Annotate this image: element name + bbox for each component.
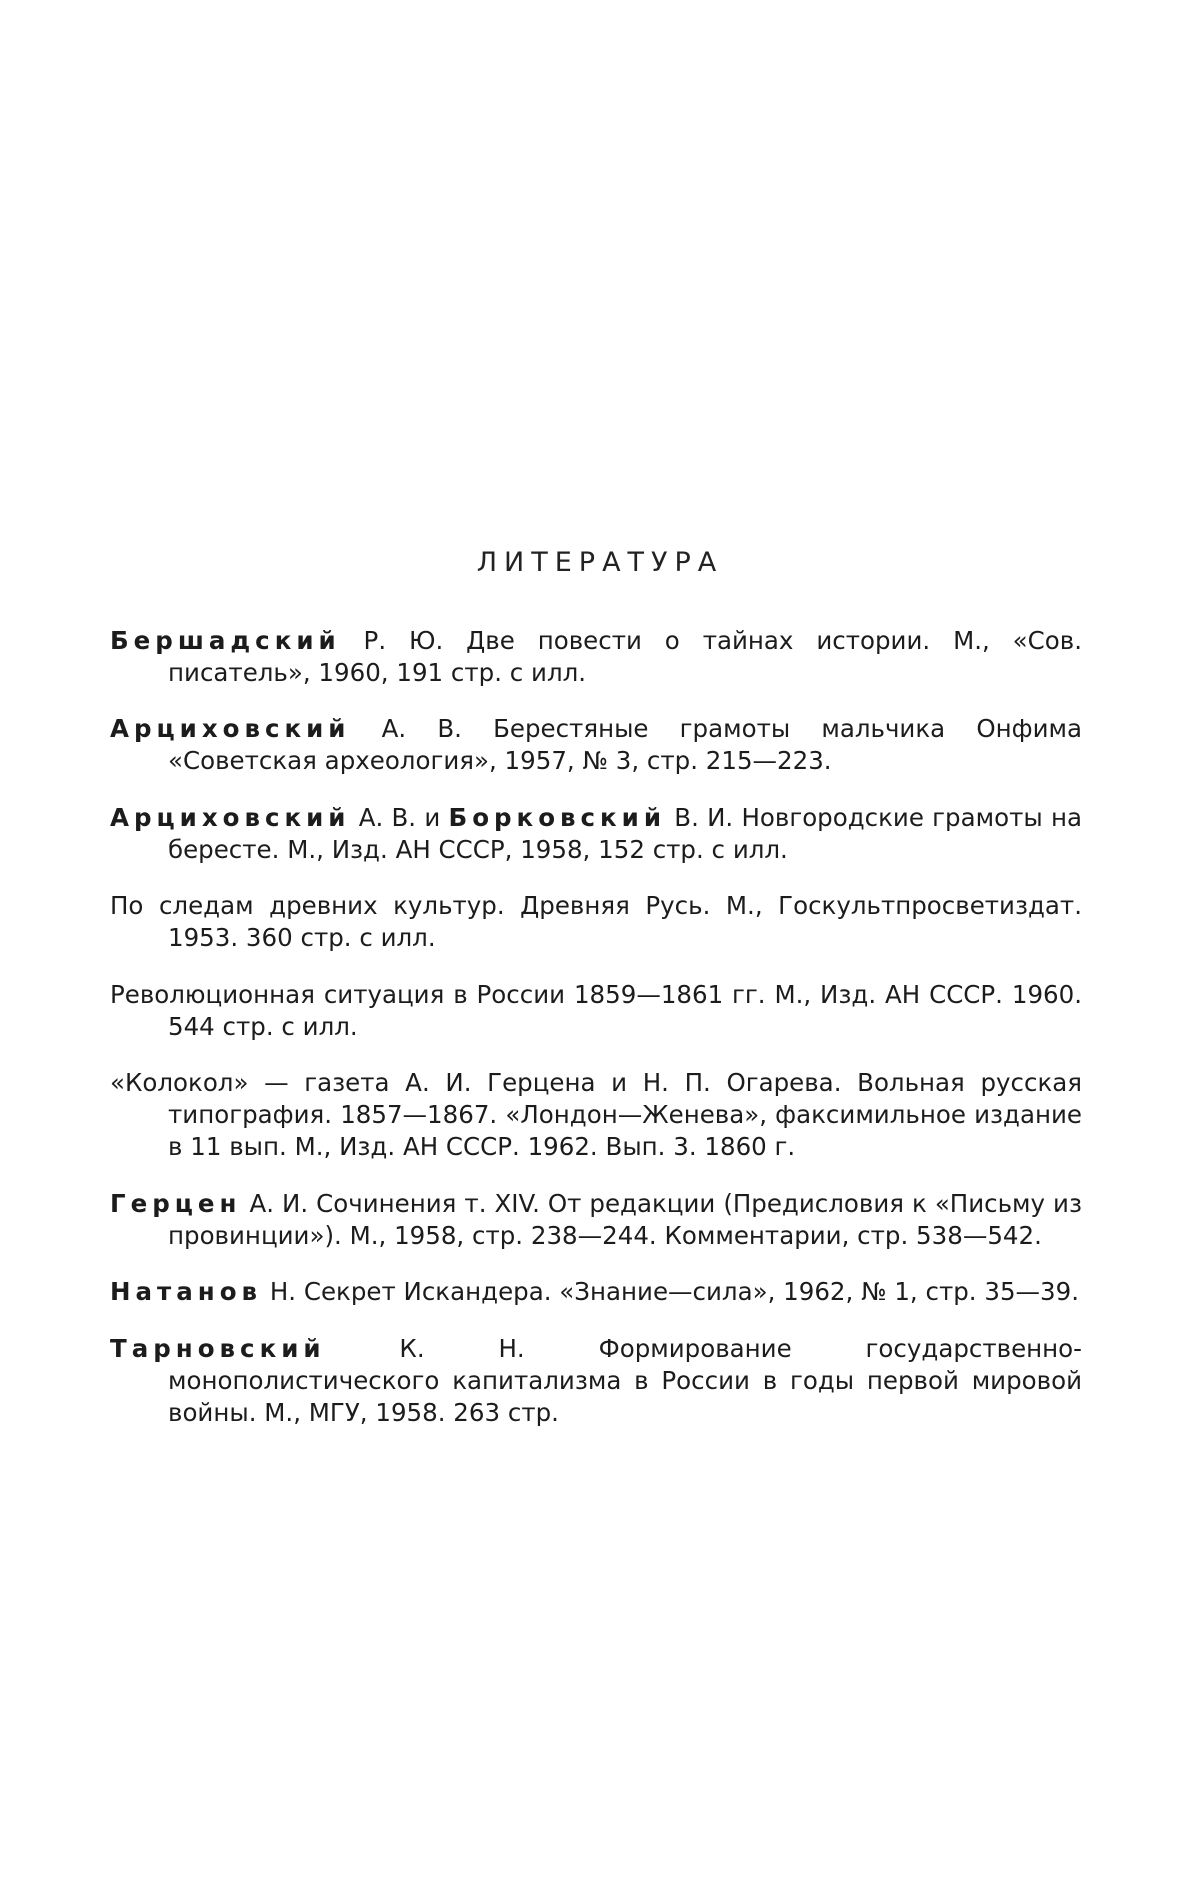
entry-conjunction: и — [416, 802, 449, 832]
entry-text: Сочинения т. XIV. От редакции (Предисловия к «Письму из провинции»). М., 1958, стр. 238—244. Комментарии, стр. 538—542. — [168, 1188, 1082, 1250]
entry-coauthor: Борковский — [448, 802, 667, 832]
entry-text: Новгородские грамоты на бересте. М., Изд. АН СССР, 1958, 152 стр. с илл. — [168, 802, 1082, 864]
bibliography-entry — [110, 1067, 1082, 1163]
bibliography-entry — [110, 1188, 1082, 1252]
entry-text: По следам древних культур. Древняя Русь. М., Госкультпросветиздат. 1953. 360 стр. с илл. — [110, 891, 1082, 952]
entry-coauthor-initials: В. И. — [666, 802, 734, 832]
entry-author: Натанов — [110, 1277, 263, 1306]
bibliography-entry — [110, 802, 1082, 866]
entry-text: Формирование государственно-монополистического капитализма в России в годы первой мировой войны. М., МГУ, 1958. 263 стр. — [168, 1333, 1083, 1427]
entry-text: Секрет Искандера. «Знание—сила», 1962, № 1, стр. 35—39. — [296, 1277, 1080, 1306]
entry-initials: Н. — [262, 1277, 297, 1306]
entry-text: «Колокол» — газета А. И. Герцена и Н. П. Огарева. Вольная русская типография. 1857—1867. «Лондон—Женева», факсимильное издание в 11 вып. М., Изд. АН СССР. 1962. Вып. 3. 1860 г. — [110, 1068, 1082, 1161]
bibliography-entry — [110, 1276, 1082, 1308]
bibliography-entry — [110, 890, 1082, 954]
bibliography-entry — [110, 1333, 1082, 1429]
entry-author: Герцен — [110, 1188, 242, 1218]
entry-author: Арциховский — [110, 802, 351, 832]
entry-author: Бершадский — [110, 625, 341, 655]
entry-author: Тарновский — [110, 1333, 326, 1363]
bibliography-entry — [110, 979, 1082, 1043]
bibliography-entry — [110, 625, 1082, 689]
entry-author: Арциховский — [110, 714, 351, 743]
entry-initials: Р. Ю. — [340, 625, 444, 655]
entry-text: Берестяные грамоты мальчика Онфима «Советская археология», 1957, № 3, стр. 215—223. — [168, 714, 1082, 775]
entry-initials: А. В. — [350, 802, 417, 832]
entry-initials: К. Н. — [325, 1333, 525, 1363]
bibliography-entry — [110, 713, 1082, 777]
entry-initials: А. И. — [241, 1188, 309, 1218]
entry-text: Две повести о тайнах истории. М., «Сов. писатель», 1960, 191 стр. с илл. — [168, 625, 1082, 687]
entry-text: Революционная ситуация в России 1859—1861 гг. М., Изд. АН СССР. 1960. 544 стр. с илл. — [110, 979, 1082, 1041]
bibliography-list — [110, 600, 1082, 1443]
entry-initials: А. В. — [350, 714, 462, 743]
bibliography-heading: ЛИТЕРАТУРА — [476, 547, 724, 578]
